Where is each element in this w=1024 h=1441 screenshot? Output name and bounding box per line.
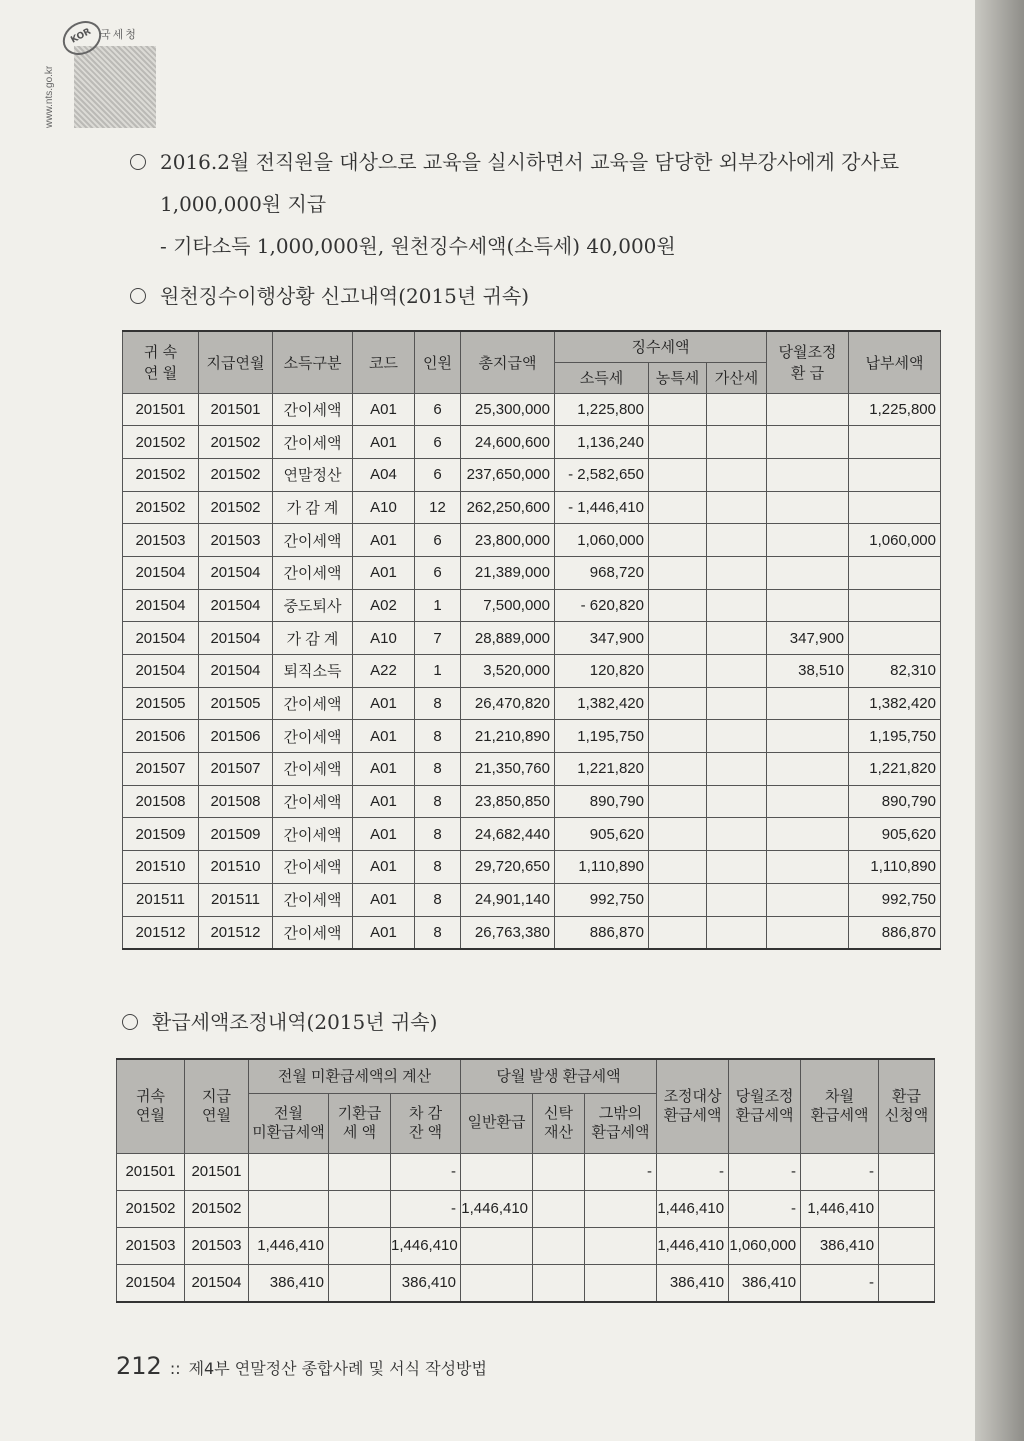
header-income-type: 소득구분 xyxy=(273,331,353,393)
header-adjust-target: 조정대상 환급세액 xyxy=(657,1059,729,1153)
header-balance: 차 감 잔 액 xyxy=(391,1093,461,1153)
header-prev-unrefunded: 전월 미환급세액 xyxy=(249,1093,329,1153)
footer-separator: :: xyxy=(169,1359,181,1378)
page-edge-shadow xyxy=(975,0,1024,1441)
page-number: 212 xyxy=(116,1352,162,1380)
header-period: 귀속 연월 xyxy=(117,1059,185,1153)
header-refund-claim: 환급 신청액 xyxy=(879,1059,935,1153)
circle-bullet-icon xyxy=(130,154,146,170)
header-already-refunded: 기환급 세 액 xyxy=(329,1093,391,1153)
refund-adjustment-table xyxy=(116,1058,935,1303)
section2-title: 환급세액조정내역(2015년 귀속) xyxy=(152,1010,438,1034)
circle-bullet-icon xyxy=(130,288,146,304)
header-income-tax: 소득세 xyxy=(555,362,649,393)
header-people: 인원 xyxy=(415,331,461,393)
table-row: 201503 201503 1,446,410 1,446,410 1,446,410 1,060,000 386,410 xyxy=(117,1227,935,1264)
table-row: 201506 201506 간이세액 A01 8 21,210,890 1,195,750 1,195,750 xyxy=(123,720,941,753)
table-row: 201504 201504 중도퇴사 A02 1 7,500,000 - 620,820 xyxy=(123,589,941,622)
table-row: 201504 201504 386,410 386,410 386,410 386,410 - xyxy=(117,1264,935,1302)
header-pay-month: 지급 연월 xyxy=(185,1059,249,1153)
header-adjust-refund: 당월조정 환 급 xyxy=(767,331,849,393)
header-trust-property: 신탁 재산 xyxy=(533,1093,585,1153)
withholding-report-table xyxy=(122,330,941,950)
table-row: 201501 201501 - - - - - xyxy=(117,1153,935,1190)
table-row: 201510 201510 간이세액 A01 8 29,720,650 1,110,890 1,110,890 xyxy=(123,851,941,884)
intro-line-1: 2016.2월 전직원을 대상으로 교육을 실시하면서 교육을 담당한 외부강사에게 강사료 xyxy=(160,150,900,174)
header-payable: 납부세액 xyxy=(849,331,941,393)
header-prev-month-group: 전월 미환급세액의 계산 xyxy=(249,1059,461,1093)
table-row: 201511 201511 간이세액 A01 8 24,901,140 992,750 992,750 xyxy=(123,883,941,916)
table-row: 201502 201502 연말정산 A04 6 237,650,000 - 2,582,650 xyxy=(123,458,941,491)
header-total-pay: 총지급액 xyxy=(461,331,555,393)
header-penalty: 가산세 xyxy=(707,362,767,393)
footer-title: 제4부 연말정산 종합사례 및 서식 작성방법 xyxy=(188,1359,487,1378)
header-general-refund: 일반환급 xyxy=(461,1093,533,1153)
circle-bullet-icon xyxy=(122,1014,138,1030)
header-withholding: 징수세액 xyxy=(555,331,767,362)
table-row: 201504 201504 가 감 계 A10 7 28,889,000 347,900 347,900 xyxy=(123,622,941,655)
header-code: 코드 xyxy=(353,331,415,393)
logo-pattern xyxy=(74,46,156,128)
header-rural-tax: 농특세 xyxy=(649,362,707,393)
table-row: 201508 201508 간이세액 A01 8 23,850,850 890,790 890,790 xyxy=(123,785,941,818)
table-row: 201512 201512 간이세액 A01 8 26,763,380 886,870 886,870 xyxy=(123,916,941,949)
intro-line-2: 1,000,000원 지급 xyxy=(160,192,327,216)
header-period: 귀 속 연 월 xyxy=(123,331,199,393)
table-row: 201503 201503 간이세액 A01 6 23,800,000 1,060,000 1,060,000 xyxy=(123,524,941,557)
table-row: 201501 201501 간이세액 A01 6 25,300,000 1,225,800 1,225,800 xyxy=(123,393,941,426)
table-row: 201509 201509 간이세액 A01 8 24,682,440 905,620 905,620 xyxy=(123,818,941,851)
header-other-refund: 그밖의 환급세액 xyxy=(585,1093,657,1153)
header-current-month-group: 당월 발생 환급세액 xyxy=(461,1059,657,1093)
header-pay-month: 지급연월 xyxy=(199,331,273,393)
table-row: 201504 201504 간이세액 A01 6 21,389,000 968,720 xyxy=(123,556,941,589)
site-url: www.nts.go.kr xyxy=(44,65,55,128)
section1-title: 원천징수이행상황 신고내역(2015년 귀속) xyxy=(160,284,530,308)
table-row: 201507 201507 간이세액 A01 8 21,350,760 1,221,820 1,221,820 xyxy=(123,753,941,786)
table-row: 201502 201502 간이세액 A01 6 24,600,600 1,136,240 xyxy=(123,426,941,459)
table-row: 201502 201502 가 감 계 A10 12 262,250,600 - 1,446,410 xyxy=(123,491,941,524)
org-name: 국세청 xyxy=(100,28,138,41)
table-row: 201504 201504 퇴직소득 A22 1 3,520,000 120,820 38,510 82,310 xyxy=(123,655,941,688)
table-row: 201502 201502 - 1,446,410 1,446,410 - 1,446,410 xyxy=(117,1190,935,1227)
kor-logo: KOR xyxy=(57,14,107,61)
header-next-month: 차월 환급세액 xyxy=(801,1059,879,1153)
intro-line-3: - 기타소득 1,000,000원, 원천징수세액(소득세) 40,000원 xyxy=(160,234,676,258)
table-row: 201505 201505 간이세액 A01 8 26,470,820 1,382,420 1,382,420 xyxy=(123,687,941,720)
page-footer xyxy=(116,1352,487,1380)
header-adjusted: 당월조정 환급세액 xyxy=(729,1059,801,1153)
